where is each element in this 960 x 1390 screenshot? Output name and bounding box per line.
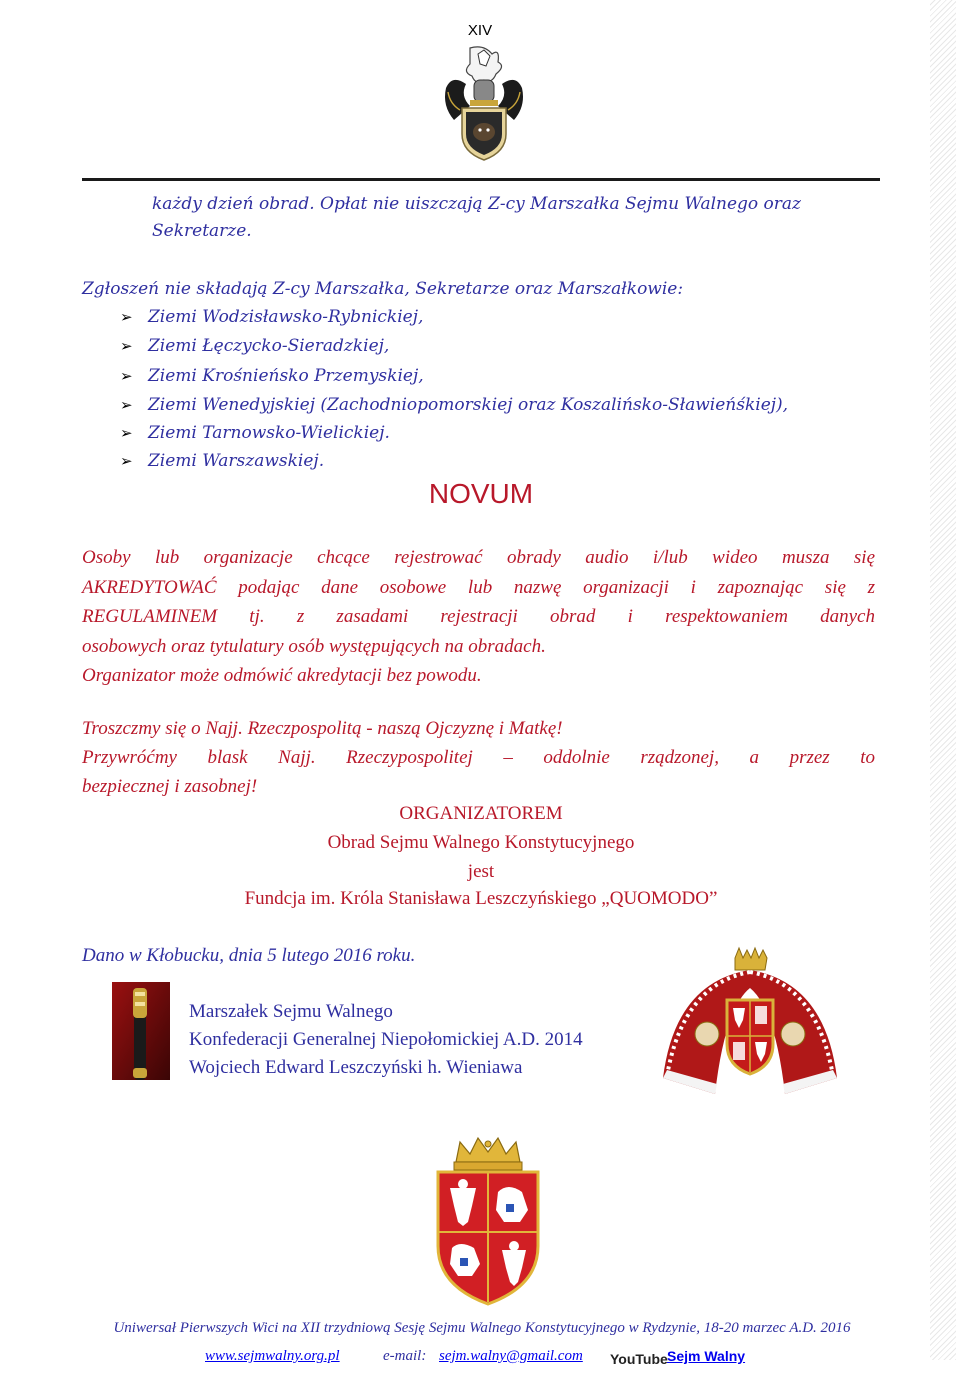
- email-link[interactable]: sejm.walny@gmail.com: [439, 1348, 583, 1364]
- list-item: ➢ Ziemi Warszawskiej.: [120, 451, 325, 471]
- organizer-line-2: Obrad Sejmu Walnego Konstytucyjnego: [327, 832, 635, 853]
- novum-line-2: AKREDYTOWAĆ podając dane osobowe lub nazwę organizacji i zapoznając się z: [82, 577, 875, 598]
- header-rule: [82, 178, 880, 181]
- intro-line-1: każdy dzień obrad. Opłat nie uiszczają Z-cy Marszałka Sejmu Walnego oraz: [152, 194, 802, 214]
- list-item: ➢ Ziemi Tarnowsko-Wielickiej.: [120, 423, 390, 443]
- wieniawa-coat-of-arms-icon: [440, 44, 528, 162]
- channel-link[interactable]: Sejm Walny: [667, 1348, 746, 1364]
- novum-line-3: REGULAMINEM tj. z zasadami rejestracji obrad i respektowaniem danych: [82, 606, 875, 627]
- marshal-baton-icon: [112, 982, 170, 1080]
- footer-text: Uniwersał Pierwszych Wici na XII trzydniową Sesję Sejmu Walnego Konstytucyjnego w Rydzynie, 18-20 marzec A.D. 2016: [113, 1320, 851, 1336]
- appeal-line-2: Przywróćmy blask Najj. Rzeczypospolitej – oddolnie rządzonej, a przez to: [82, 747, 875, 768]
- email-label: e-mail:: [383, 1348, 427, 1364]
- arrowhead-bullet-icon: ➢: [120, 337, 133, 355]
- royal-mantle-coat-of-arms-icon: [655, 948, 845, 1098]
- novum-title: NOVUM: [428, 478, 534, 509]
- arrowhead-bullet-icon: ➢: [120, 424, 133, 442]
- dated-line: Dano w Kłobucku, dnia 5 lutego 2016 roku.: [82, 945, 416, 966]
- page-number: XIV: [467, 22, 493, 39]
- list-item: ➢ Ziemi Łęczycko-Sieradzkiej,: [120, 336, 390, 356]
- appeal-line-3: bezpiecznej i zasobnej!: [82, 776, 258, 797]
- list-item: ➢ Ziemi Wenedyjskiej (Zachodniopomorskiej oraz Koszalińsko-Sławieńśkiej),: [120, 395, 789, 415]
- novum-line-5: Organizator może odmówić akredytacji bez powodu.: [82, 665, 482, 686]
- novum-line-4: osobowych oraz tytulatury osób występujących na obradach.: [82, 636, 546, 657]
- intro-line-2: Sekretarze.: [152, 221, 252, 241]
- arrowhead-bullet-icon: ➢: [120, 452, 133, 470]
- signature-line-3: Wojciech Edward Leszczyński h. Wieniawa: [189, 1057, 523, 1078]
- commonwealth-coat-of-arms-icon: [430, 1136, 546, 1306]
- arrowhead-bullet-icon: ➢: [120, 367, 133, 385]
- appeal-line-1: Troszczmy się o Najj. Rzeczpospolitą - naszą Ojczyznę i Matkę!: [82, 718, 563, 739]
- exempt-heading: Zgłoszeń nie składają Z-cy Marszałka, Sekretarze oraz Marszałkowie:: [82, 279, 684, 299]
- youtube-logo-icon[interactable]: [610, 1348, 668, 1370]
- organizer-line-1: ORGANIZATOREM: [399, 803, 563, 824]
- organizer-line-3: jest: [467, 861, 495, 882]
- signature-line-2: Konfederacji Generalnej Niepołomickiej A.D. 2014: [189, 1029, 583, 1050]
- organizer-line-4: Fundcja im. Króla Stanisława Leszczyńskiego „QUOMODO”: [244, 888, 718, 909]
- novum-line-1: Osoby lub organizacje chcące rejestrować obrady audio i/lub wideo musza się: [82, 547, 875, 568]
- decorative-page-border: [930, 0, 956, 1360]
- signature-line-1: Marszałek Sejmu Walnego: [189, 1001, 393, 1022]
- arrowhead-bullet-icon: ➢: [120, 396, 133, 414]
- youtube-label: YouTube: [610, 1351, 668, 1367]
- website-link[interactable]: www.sejmwalny.org.pl: [205, 1348, 340, 1364]
- list-item: ➢ Ziemi Krośnieńsko Przemyskiej,: [120, 366, 424, 386]
- list-item: ➢ Ziemi Wodzisławsko-Rybnickiej,: [120, 307, 424, 327]
- arrowhead-bullet-icon: ➢: [120, 308, 133, 326]
